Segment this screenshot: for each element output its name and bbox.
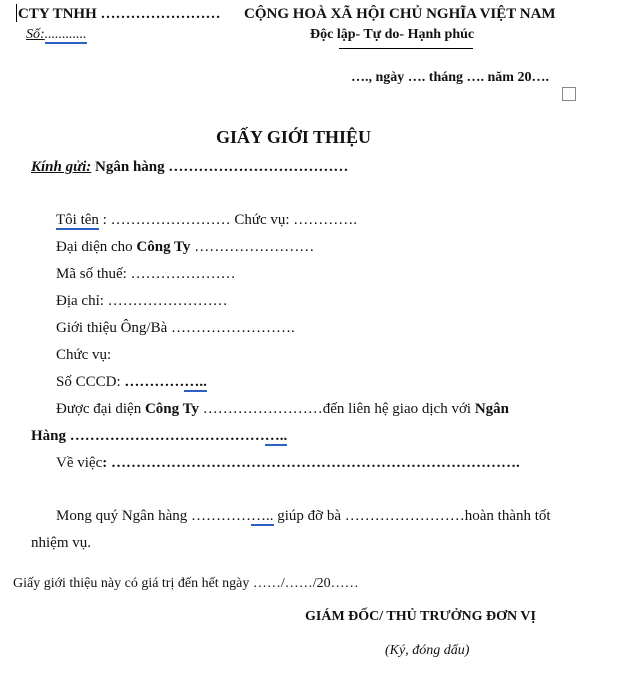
country-heading: CỘNG HOÀ XÃ HỘI CHỦ NGHĨA VIỆT NAM [244,6,556,22]
id-card-dots-underlined: ….. [184,374,207,390]
name-line [56,212,357,229]
authorization-company: Công Ty [144,401,199,417]
request-line [56,508,551,525]
recipient-line [31,159,348,176]
name-rest: : …………………… Chức vụ: …………. [98,212,358,228]
address-line: Địa chỉ: …………………… [56,293,228,309]
recipient-label: Kính gửi: [31,159,92,175]
authorization-prefix: Được đại diện [56,401,145,417]
text-cursor [16,4,17,22]
tax-code-line: Mã số thuế: ………………… [56,266,236,282]
authorization-rest: ……………………đến liên hệ giao dịch với [199,401,475,417]
document-number-value: ............ [44,27,87,42]
checkbox[interactable] [562,87,576,101]
validity-line: Giấy giới thiệu này có giá trị đến hết ngày ……/……/20…… [13,576,359,591]
position-line: Chức vụ: [56,347,112,363]
document-title: GIẤY GIỚI THIỆU [216,127,372,147]
id-card-line [56,374,207,391]
introduce-line: Giới thiệu Ông/Bà ……………………. [56,320,295,336]
name-label: Tôi tên [56,212,99,228]
authorization-line [56,401,509,418]
id-card-label: Số CCCD: [56,374,125,390]
document-number [26,27,87,43]
recipient-value: Ngân hàng ……………………………… [91,159,349,175]
motto: Độc lập- Tự do- Hạnh phúc [310,27,475,42]
motto-underline [339,48,473,49]
representative-prefix: Đại diện cho [56,239,137,255]
bank-continuation-line [31,428,287,445]
date-line: …., ngày …. tháng …. năm 20…. [351,70,549,85]
signature-note: (Ký, đóng dấu) [385,643,470,658]
company-name: CTY TNHH …………………… [18,6,221,22]
representative-rest: …………………… [190,239,315,255]
matter-label: Về việc [56,455,103,471]
id-card-dots: ………… [124,374,185,390]
request-end: giúp đỡ bà ……………………hoàn thành tốt [273,508,551,524]
request-start: Mong quý Ngân hàng ………… [56,508,251,524]
document-number-label: Số: [26,27,45,42]
bank-continuation-underlined: ….. [264,428,288,444]
matter-rest: : ………………………………………………………………………. [102,455,520,471]
matter-line [56,455,520,472]
request-underlined: ….. [251,508,274,524]
request-continuation: nhiệm vụ. [31,535,91,551]
bank-continuation: Hàng ………………………………… [31,428,265,444]
authorization-bank: Ngân [474,401,509,417]
signature-title: GIÁM ĐỐC/ THỦ TRƯỞNG ĐƠN VỊ [305,609,536,624]
representative-company: Công Ty [136,239,191,255]
representative-line [56,239,314,256]
